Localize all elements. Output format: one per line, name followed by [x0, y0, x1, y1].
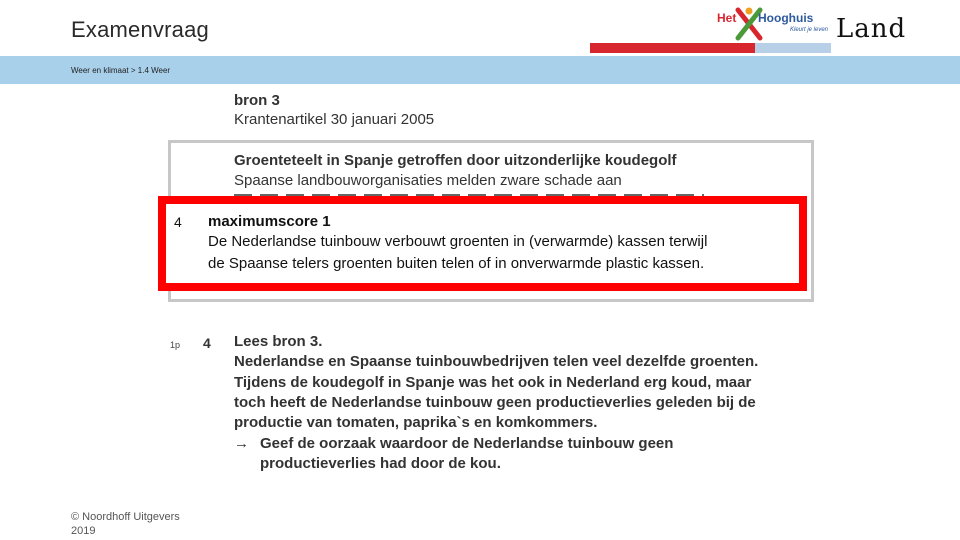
brand-strip-red: [590, 43, 755, 53]
article-line: Spaanse landbouworganisaties melden zware schade aan: [234, 172, 622, 189]
question-task-line: Geef de oorzaak waardoor de Nederlandse tuinbouw geen: [260, 435, 674, 452]
question-line: productie van tomaten, paprika`s en komkommers.: [234, 414, 598, 431]
source-label: bron 3: [234, 92, 280, 109]
question-line: Nederlandse en Spaanse tuinbouwbedrijven telen veel dezelfde groenten.: [234, 353, 759, 370]
brand-strip-blue: [755, 43, 831, 53]
copyright-footer: [71, 510, 180, 538]
logo-hooghuis-text: Hooghuis: [758, 11, 814, 25]
logo-slogan: Kleurt je leven: [790, 27, 829, 33]
hooghuis-logo: [712, 6, 834, 42]
logo-het-text: Het: [717, 11, 737, 25]
question-number: 4: [203, 335, 211, 351]
question-task-line: productieverlies had door de kou.: [260, 455, 501, 472]
page-title: Examenvraag: [71, 17, 209, 42]
copyright-line: © Noordhoff Uitgevers: [71, 511, 180, 523]
breadcrumb: Weer en klimaat > 1.4 Weer: [71, 66, 171, 75]
source-subtitle: Krantenartikel 30 januari 2005: [234, 111, 435, 128]
question-points: 1p: [170, 340, 181, 350]
answer-line: de Spaanse telers groenten buiten telen of in onverwarmde plastic kassen.: [208, 255, 705, 272]
question-line: toch heeft de Nederlandse tuinbouw geen productieverlies geleden bij de: [234, 394, 756, 411]
answer-number: 4: [174, 214, 182, 230]
arrow-right-icon: →: [234, 435, 249, 452]
question-line: Lees bron 3.: [234, 333, 323, 350]
copyright-year: 2019: [71, 525, 96, 537]
answer-line: De Nederlandse tuinbouw verbouwt groenten in (verwarmde) kassen terwijl: [208, 233, 708, 250]
question-line: Tijdens de koudegolf in Spanje was het ook in Nederland erg koud, maar: [234, 374, 752, 391]
answer-heading: maximumscore 1: [208, 213, 331, 230]
article-title: Groenteteelt in Spanje getroffen door uitzonderlijke koudegolf: [234, 152, 677, 169]
land-logo: Land: [836, 14, 907, 44]
breadcrumb-bar: [0, 56, 960, 84]
